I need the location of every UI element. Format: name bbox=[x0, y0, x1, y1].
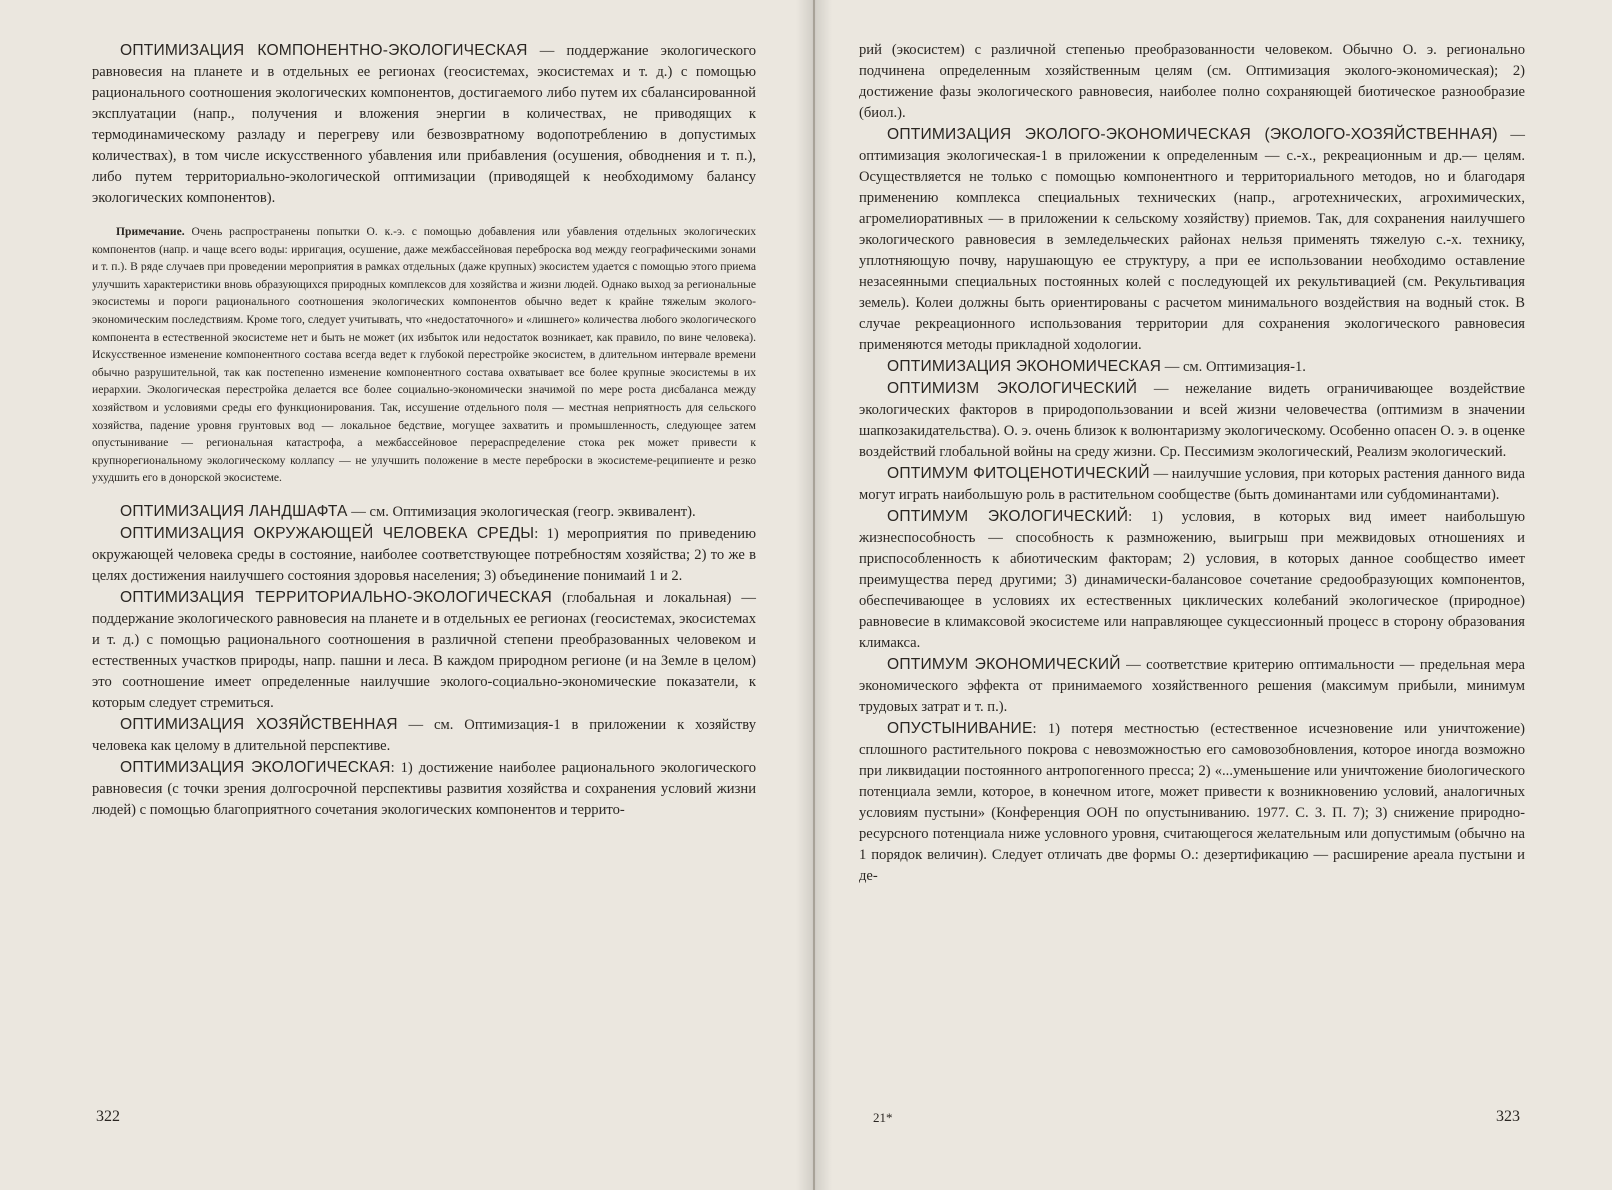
dictionary-entry bbox=[92, 523, 756, 587]
left-column bbox=[92, 40, 756, 821]
entry-text: : 1) мероприятия по приведению окружающей человека среды в состояние, наиболее соответствующее потребностям хозяйства; 2) то же в целях достижения наилучшего состояния здоровья населения; 3) объединение понимаий 1 и 2. bbox=[92, 525, 756, 584]
entry-text: — оптимизация экологическая-1 в приложении к определенным — с.-х., рекреационным и др.— целям. Осуществляется не только с помощью компонентного и территориального методов, но и благодаря применению комплекса специальных технических (напр., агротехнических, агрохимических, агромелиоративных — в приложении к сельскому хозяйству) приемов. Так, для сохранения наилучшего экологического равновесия в земледельческих районах нельзя применять тяжелую с.-х. технику, уплотняющую почву, нарушающую ее структуру, а при ее использовании необходимо оставление незасеянными специальных постоянных колей с последующей их рекультивацией (см. Рекультивация земель). Колеи должны быть ориентированы с расчетом минимального воздействия на водный сток. В случае рекреационного использования территории для сохранения экологического равновесия применяются методы прикладной ходологии. bbox=[859, 127, 1525, 353]
dictionary-entry bbox=[859, 718, 1525, 887]
right-column bbox=[859, 40, 1525, 887]
entry-headword: ОПТИМИЗАЦИЯ ОКРУЖАЮЩЕЙ ЧЕЛОВЕКА СРЕДЫ bbox=[120, 524, 535, 542]
entry-headword: ОПТИМИЗАЦИЯ ЭКОЛОГИЧЕСКАЯ bbox=[120, 758, 391, 776]
entry-text: — см. Оптимизация экологическая (геогр. эквивалент). bbox=[347, 503, 696, 520]
entry-headword: ОПТИМИЗАЦИЯ ЛАНДШАФТА bbox=[120, 502, 348, 520]
dictionary-entry bbox=[859, 378, 1525, 463]
entry-headword: ОПТИМИЗАЦИЯ ЭКОЛОГО-ЭКОНОМИЧЕСКАЯ (ЭКОЛОГО-ХОЗЯЙСТВЕННАЯ) bbox=[887, 126, 1498, 143]
note-paragraph bbox=[92, 223, 756, 487]
entry-headword: ОПТИМУМ ЭКОЛОГИЧЕСКИЙ bbox=[887, 508, 1129, 525]
book-gutter bbox=[796, 0, 832, 1190]
entry-headword: ОПТИМУМ ЭКОНОМИЧЕСКИЙ bbox=[887, 656, 1121, 673]
spacer bbox=[92, 487, 756, 501]
entry-text: — наилучшие условия, при которых растения данного вида могут играть наибольшую роль в растительном сообществе (быть доминантами или субдоминантами). bbox=[859, 466, 1525, 503]
dictionary-entry bbox=[859, 124, 1525, 356]
note-text: Очень распространены попытки О. к.-э. с помощью добавления или убавления отдельных экологических компонентов (напр. и чаще всего воды: ирригация, осушение, даже межбассейновая переброска вод между географическими зонами и т. п.). В ряде случаев при проведении мероприятия в рамках отдельных (даже крупных) экосистем удается с помощью этого приема улучшить характеристики вновь образующихся природных комплексов для хозяйства и жизни людей. Однако выход за региональные экосистемы и пороги рационального соотношения экологических компонентов обычно ведет к крайне тяжелым эколого-экономическим последствиям. Кроме того, следует учитывать, что «недостаточного» и «лишнего» количества любого экологического компонента в естественной экосистеме нет и быть не может (их избыток или недостаток возникает, как правило, по вине человека). Искусственное изменение компонентного состава всегда ведет к глубокой перестройке экосистем, в длительном интервале времени обычно разрушительной, так как постепенно изменение компонентного состава охватывает все более крупные экосистемы в их иерархии. Экологическая перестройка делается все более социально-экономически значимой по мере роста дисбаланса между хозяйством и условиями среды его функционирования. Так, иссушение отдельного поля — местная неприятность для сельского хозяйства, падение уровня грунтовых вод — локальное бедствие, могущее захватить и промышленность, следующее затем опустынивание — региональная катастрофа, а межбассейновое перераспределение стока рек может привести к крупнорегиональному экологическому коллапсу — не улучшить положение в месте переброски в экосистеме-реципиенте и резко ухудшить его в донорской экосистеме. bbox=[92, 225, 756, 485]
entry-text: — поддержание экологического равновесия на планете и в отдельных ее регионах (геосистемах, экосистемах и т. д.) с помощью рационального соотношения экологических компонентов, достигаемого либо путем их сбалансированной эксплуатации (напр., получения и вложения энергии в количествах, не приводящих к термодинамическому разладу и перегреву или безвозвратному водопотреблению в допустимых количествах), в том числе искусственного убавления или прибавления (осушения, обводнения и т. п.), либо путем территориально-экологической оптимизации (приводящей к необходимому балансу экологических компонентов). bbox=[92, 43, 756, 206]
dictionary-entry bbox=[92, 714, 756, 757]
right-page bbox=[814, 0, 1612, 1190]
entry-text: — см. Оптимизация-1 в приложении к хозяйству человека как целому в длительной перспективе. bbox=[92, 716, 756, 754]
entry-headword: ОПУСТЫНИВАНИЕ bbox=[887, 720, 1033, 737]
dictionary-entry bbox=[92, 501, 756, 523]
entry-text: : 1) достижение наиболее рационального экологического равновесия (с точки зрения долгосрочной перспективы развития хозяйства и сохранения условий жизни людей) с помощью благоприятного сочетания экологических компонентов и террито- bbox=[92, 759, 756, 818]
dictionary-entry bbox=[92, 587, 756, 714]
entry-headword: ОПТИМИЗМ ЭКОЛОГИЧЕСКИЙ bbox=[887, 380, 1138, 397]
dictionary-entry bbox=[92, 40, 756, 209]
dictionary-entry bbox=[92, 757, 756, 821]
entry-continuation: рий (экосистем) с различной степенью преобразованности человеком. Обычно О. э. регионально подчинена определенным хозяйственным целям (см. Оптимизация эколого-экономическая); 2) достижение фазы экологического равновесия, наиболее полно сохраняющей биотическое разнообразие (биол.). bbox=[859, 42, 1525, 121]
dictionary-entry bbox=[859, 356, 1525, 378]
dictionary-entry bbox=[859, 654, 1525, 718]
entry-headword: ОПТИМИЗАЦИЯ ЭКОНОМИЧЕСКАЯ bbox=[887, 358, 1162, 375]
dictionary-entry bbox=[859, 463, 1525, 506]
signature-mark: 21* bbox=[873, 1110, 893, 1125]
entry-headword: ОПТИМИЗАЦИЯ КОМПОНЕНТНО-ЭКОЛОГИЧЕСКАЯ bbox=[120, 42, 528, 59]
entry-headword: ОПТИМУМ ФИТОЦЕНОТИЧЕСКИЙ bbox=[887, 465, 1150, 482]
dictionary-entry bbox=[859, 506, 1525, 654]
note-label: Примечание. bbox=[116, 225, 185, 238]
page-number: 322 bbox=[96, 1108, 120, 1125]
entry-text: (глобальная и локальная) — поддержание экологического равновесия на планете и в отдельных ее регионах (геосистемах, экосистемах и т. д.) с помощью рационального соотношения в различной степени преобразованных человеком и естественных участков природы, напр. пашни и леса. В каждом природном регионе (и на Земле в целом) это соотношение имеет определенные наилучшие эколого-социально-экономические показатели, к которым следует стремиться. bbox=[92, 589, 756, 711]
page-number: 323 bbox=[1496, 1108, 1520, 1125]
entry-text: — см. Оптимизация-1. bbox=[1161, 359, 1306, 375]
entry-text: — соответствие критерию оптимальности — предельная мера экономического эффекта от принимаемого хозяйственного решения (максимум прибыли, минимум трудовых затрат и т. п.). bbox=[859, 657, 1525, 715]
entry-text: : 1) условия, в которых вид имеет наибольшую жизнеспособность — способность к размножению, выигрыш при межвидовых отношениях и приспособленность к абиотическим факторам; 2) условия, в которых данное сообщество имеет преимущества перед другими; 3) динамически-балансовое сочетание средообразующих компонентов, обеспечивающее в условиях их естественных циклических колебаний экологическое (природное) равновесие в климаксовой экосистеме или направляющее сукцессионный процесс в сторону образования климакса. bbox=[859, 509, 1525, 651]
entry-text: — нежелание видеть ограничивающее воздействие экологических факторов в природопользовании и всей жизни человечества (оптимизм в значении шапкозакидательства). О. э. очень близок к волюнтаризму экологическому. Особенно опасен О. э. в оценке воздействий глобальной войны на среду жизни. Ср. Пессимизм экологический, Реализм экологический. bbox=[859, 381, 1525, 460]
entry-headword: ОПТИМИЗАЦИЯ ХОЗЯЙСТВЕННАЯ bbox=[120, 715, 398, 733]
entry-headword: ОПТИМИЗАЦИЯ ТЕРРИТОРИАЛЬНО-ЭКОЛОГИЧЕСКАЯ bbox=[120, 588, 552, 606]
entry-text: : 1) потеря местностью (естественное исчезновение или уничтожение) сплошного растительного покрова с невозможностью его самовозобновления, которое иногда возможно при ликвидации постоянного антропогенного пресса; 2) «...уменьшение или уничтожение биологического потенциала земли, которое, в конечном итоге, может привести к возникновению условий, аналогичных условиям пустыни» (Конференция ООН по опустыниванию. 1977. С. 3. П. 7); 3) снижение природно-ресурсного потенциала ниже условного уровня, считающегося желательным или допустимым (обычно на 1 порядок величин). Следует отличать две формы О.: дезертификацию — расширение ареала пустыни и де- bbox=[859, 721, 1525, 884]
